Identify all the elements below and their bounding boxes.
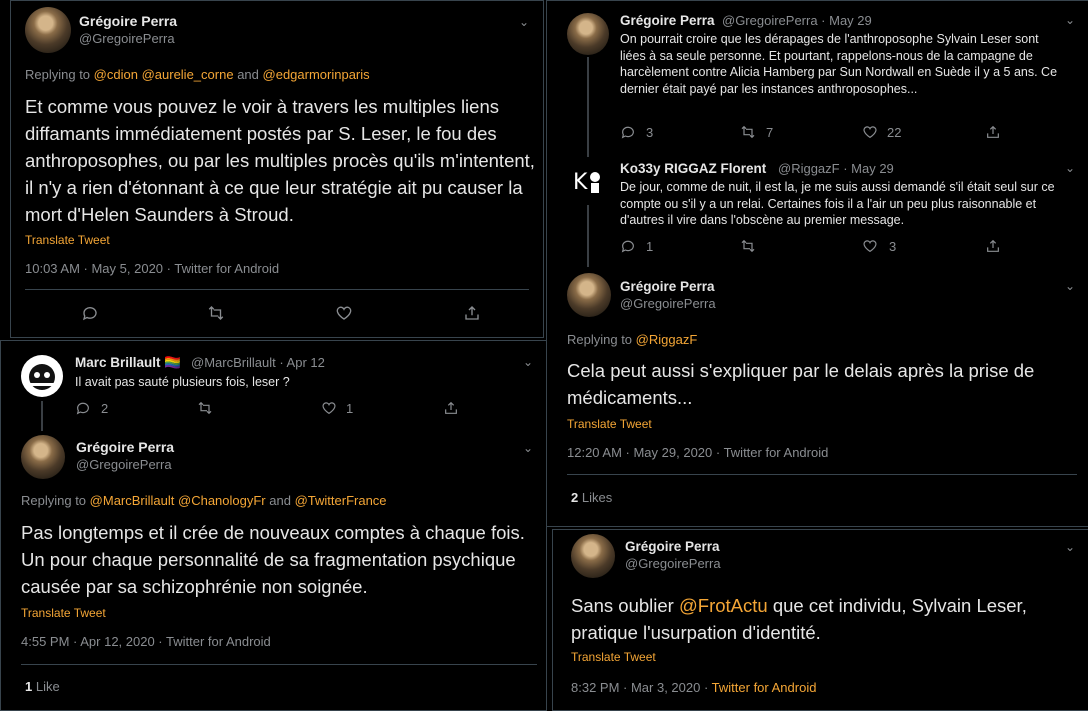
author-handle[interactable]: @GregoirePerra [625, 556, 721, 571]
author-name[interactable] [75, 355, 181, 371]
author-name[interactable]: Grégoire Perra [620, 13, 715, 28]
replying-to [567, 332, 697, 347]
translate-tweet-link[interactable]: Translate Tweet [571, 650, 656, 664]
thread-line [41, 401, 43, 431]
tweet-timestamp[interactable]: 12:20 AM · May 29, 2020 · Twitter for Android [567, 445, 829, 460]
tweet-text [571, 592, 1071, 646]
divider [25, 289, 529, 290]
mention-link[interactable]: @aurelie_corne [141, 67, 234, 82]
chevron-down-icon[interactable]: ⌄ [523, 355, 534, 369]
share-icon[interactable] [443, 400, 459, 416]
like-count: 1 [346, 401, 354, 416]
mention-link[interactable]: @FrotActu [678, 595, 768, 616]
reply-tweet-text: Il avait pas sauté plusieurs fois, leser ? [75, 375, 290, 389]
thread-line [587, 205, 589, 267]
mention-link[interactable]: @RiggazF [635, 332, 698, 347]
like-icon[interactable] [862, 238, 878, 254]
and-label: and [269, 493, 291, 508]
retweet-icon[interactable] [740, 238, 756, 254]
replying-to-label: Replying to [567, 332, 633, 347]
rainbow-flag-icon: 🏳️‍🌈 [164, 355, 182, 370]
reply-icon[interactable] [81, 304, 99, 322]
retweet-icon[interactable] [740, 124, 756, 140]
tweet-timestamp[interactable] [571, 680, 816, 695]
like-count: 3 [889, 239, 897, 254]
thread-line [587, 57, 589, 157]
avatar[interactable] [21, 435, 65, 479]
tweet-text: On pourrait croire que les dérapages de l'anthroposophe Sylvain Leser sont liées à sa seule personne. Et pourtant, rappelons-nous de la campagne de harcèlement contre Alicia Hamberg par Sun Nordwall en Suède il y a 5 ans. Ce dernier était payé par les instances anthroposophes... [620, 32, 1058, 96]
reply-count: 3 [646, 125, 654, 140]
tweet-timestamp[interactable]: 4:55 PM · Apr 12, 2020 · Twitter for Android [21, 634, 271, 649]
replying-to [25, 67, 370, 82]
chevron-down-icon[interactable]: ⌄ [523, 441, 534, 455]
author-name[interactable]: Grégoire Perra [620, 279, 715, 294]
reply-icon[interactable] [620, 124, 636, 140]
author-name[interactable]: Grégoire Perra [79, 13, 178, 29]
tweet-timestamp[interactable]: 10:03 AM · May 5, 2020 · Twitter for Android [25, 261, 280, 276]
tweet-text-suffix: que cet individu, Sylvain Leser, pratique l'usurpation d'identité. [571, 595, 1027, 643]
translate-tweet-link[interactable]: Translate Tweet [21, 606, 106, 620]
retweet-icon[interactable] [207, 304, 225, 322]
avatar[interactable] [571, 534, 615, 578]
likes-label: Likes [581, 490, 613, 505]
like-icon[interactable] [862, 124, 878, 140]
share-icon[interactable] [985, 238, 1001, 254]
and-label: and [237, 67, 259, 82]
like-count: 22 [887, 125, 902, 140]
author-name[interactable]: Grégoire Perra [625, 539, 720, 554]
author-name[interactable]: Ko33y RIGGAZ Florent [620, 161, 767, 176]
likes-summary[interactable] [571, 490, 612, 505]
mention-link[interactable]: @TwitterFrance [294, 493, 387, 508]
avatar[interactable] [21, 355, 63, 397]
translate-tweet-link[interactable]: Translate Tweet [567, 417, 652, 431]
share-icon[interactable] [463, 304, 481, 322]
chevron-down-icon[interactable]: ⌄ [519, 15, 530, 29]
likes-label: Like [35, 679, 60, 694]
author-name-text[interactable]: Marc Brillault [75, 355, 161, 370]
likes-count: 1 [25, 679, 33, 694]
tweet-panel-3 [546, 0, 1088, 527]
divider [21, 664, 537, 665]
source-link[interactable]: Twitter for Android [711, 680, 817, 695]
tweet-text: Pas longtemps et il crée de nouveaux comptes à chaque fois. Un pour chaque personnalité de sa fragmentation psychique causée par sa schizophrénie non soignée. [21, 522, 525, 597]
reply-icon[interactable] [620, 238, 636, 254]
chevron-down-icon[interactable]: ⌄ [1065, 161, 1076, 175]
reply-count: 2 [101, 401, 109, 416]
tweet-text: Cela peut aussi s'expliquer par le delais après la prise de médicaments... [567, 360, 1035, 408]
replying-to-label: Replying to [21, 493, 87, 508]
divider [567, 474, 1077, 475]
reply-count: 1 [646, 239, 654, 254]
author-handle[interactable]: @GregoirePerra [620, 296, 716, 311]
tweet-text-prefix: Sans oublier [571, 595, 679, 616]
likes-summary[interactable] [25, 679, 60, 694]
chevron-down-icon[interactable]: ⌄ [1065, 540, 1076, 554]
author-handle[interactable]: @GregoirePerra [76, 457, 172, 472]
replying-to-label: Replying to [25, 67, 91, 82]
author-handle[interactable]: @GregoirePerra [79, 31, 175, 46]
timestamp-text: 8:32 PM · Mar 3, 2020 · [571, 680, 712, 695]
tweet-panel-1 [10, 0, 544, 338]
translate-tweet-link[interactable]: Translate Tweet [25, 233, 110, 247]
share-icon[interactable] [985, 124, 1001, 140]
author-handle-date[interactable]: @MarcBrillault · Apr 12 [191, 355, 325, 370]
tweet-panel-2 [0, 340, 547, 711]
replying-to [21, 493, 387, 508]
avatar[interactable] [567, 13, 609, 55]
like-icon[interactable] [335, 304, 353, 322]
mention-link[interactable]: @ChanologyFr [178, 493, 266, 508]
author-handle-date[interactable]: @GregoirePerra · May 29 [722, 13, 872, 28]
retweet-count: 7 [766, 125, 774, 140]
author-name[interactable]: Grégoire Perra [76, 439, 175, 455]
tweet-panel-4 [552, 529, 1088, 711]
reply-icon[interactable] [75, 400, 91, 416]
svg-text:K: K [573, 170, 588, 195]
chevron-down-icon[interactable]: ⌄ [1065, 13, 1076, 27]
mention-link[interactable]: @MarcBrillault [89, 493, 175, 508]
tweet-text: Et comme vous pouvez le voir à travers les multiples liens diffamants immédiatement postés par S. Leser, le fou des anthroposophes, ou par les multiples procès qu'ils m'intentent, il n'y a rien d'étonnant à ce que leur stratégie ait pu causer la mort d'Helen Saunders à Stroud. [25, 96, 535, 225]
tweet-text: De jour, comme de nuit, il est la, je me suis aussi demandé s'il était seul sur ce compte ou s'il y a un relai. Certaines fois il a l'air un peu plus raisonnable et d'autres il vire dans l'obscène au premier message. [620, 180, 1055, 227]
avatar[interactable] [569, 161, 609, 201]
avatar[interactable] [567, 273, 611, 317]
likes-count: 2 [571, 490, 579, 505]
like-icon[interactable] [321, 400, 337, 416]
mention-link[interactable]: @cdion [93, 67, 138, 82]
mention-link[interactable]: @edgarmorinparis [262, 67, 370, 82]
chevron-down-icon[interactable]: ⌄ [1065, 279, 1076, 293]
avatar[interactable] [25, 7, 71, 53]
author-handle-date[interactable]: @RiggazF · May 29 [778, 161, 894, 176]
retweet-icon[interactable] [197, 400, 213, 416]
